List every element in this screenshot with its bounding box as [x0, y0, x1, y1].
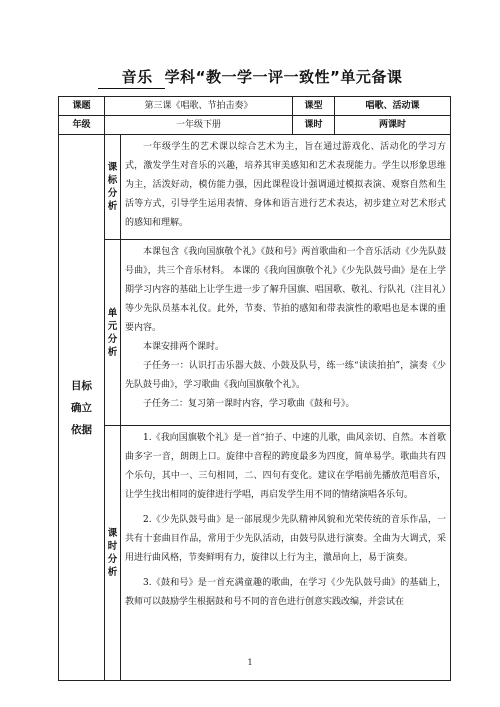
lesson-para: 3.《鼓和号》是一首充满童趣的歌曲，在学习《少先队鼓号曲》的基础上，教师可以鼓励学生根据鼓和号不同的音色进行创意实践改编，并尝试在	[125, 578, 447, 607]
unit-content	[121, 240, 451, 426]
target-basis-label	[59, 135, 105, 681]
lesson-content	[121, 426, 451, 681]
standard-para: 一年级学生的艺术课以综合艺术为主，旨在通过游戏化、活动化的学习方式，激发学生对音乐的兴趣，培养其审美感知和艺术表现能力。学生以形象思维为主，活泼好动，模仿能力强，因此课程设计强调通过模拟表演、观察自然和生活等方式，引导学生运用表情、身体和语言进行艺术表达，初步建立对艺术形式的感知和理解。	[125, 142, 447, 228]
page-number: 1	[247, 658, 253, 667]
standard-label-cell	[105, 135, 121, 240]
title-rest: 学科“教一学一评一致性”单元备课	[164, 68, 403, 86]
topic-row	[59, 97, 451, 116]
unit-para: 子任务一：认识打击乐器大鼓、小鼓及队号，练一练“读读拍拍”，演奏《少先队鼓号曲》，学习歌曲《我向国旗敬个礼》。	[125, 361, 447, 390]
lesson-row	[59, 426, 451, 681]
type-label: 课型	[293, 97, 335, 116]
standard-row	[59, 135, 451, 240]
unit-para: 本课包含《我向国旗敬个礼》《鼓和号》两首歌曲和一个音乐活动《少先队鼓号曲》，共三个音乐材料。 本课的《我向国旗敬个礼》《少先队鼓号曲》是在上学期学习内容的基础上让学生进一步了解升国旗、唱国歌、敬礼、行队礼（注目礼）等少先队员基本礼仪。此外，节奏、节拍的感知和带表演性的歌唱也是本课的重要内容。	[125, 247, 447, 333]
unit-label-cell	[105, 240, 121, 426]
topic-value: 第三课《唱歌、节拍击奏》	[105, 97, 293, 116]
type-value: 唱歌、活动课	[335, 97, 451, 116]
lesson-label: 课时分析	[107, 528, 118, 578]
standard-label: 课标分析	[107, 162, 118, 212]
unit-para: 子任务二：复习第一课时内容，学习歌曲《鼓和号》。	[143, 399, 355, 409]
subject-name: 音乐	[98, 66, 165, 89]
unit-para: 本课安排两个课时。	[143, 342, 225, 352]
lesson-label-cell	[105, 426, 121, 681]
document-title	[0, 66, 500, 89]
grade-row	[59, 116, 451, 135]
topic-label: 课题	[59, 97, 105, 116]
lesson-para: 1.《我向国旗敬个礼》是一首“拍子、中速的儿歌，曲风亲切、自然。本首歌曲多字一音，朗朗上口。旋律中音程的跨度最多为四度，简单易学。歌曲共有四个乐句，其中一、三句相同，二、四句有变化。建议在学唱前先播放范唱音乐，让学生找出相同的旋律进行学唱，再启发学生用不同的情绪演唱各乐句。	[125, 433, 447, 500]
standard-content	[121, 135, 451, 240]
lesson-plan-table	[58, 96, 451, 681]
grade-value: 一年级下册	[105, 116, 293, 135]
hours-label: 课时	[293, 116, 335, 135]
unit-label: 单元分析	[107, 307, 118, 358]
grade-label: 年级	[59, 116, 105, 135]
hours-value: 两课时	[335, 116, 451, 135]
target-basis-text: 目标确立依据	[71, 379, 92, 436]
lesson-para: 2.《少先队鼓号曲》是一部展现少先队精神风貌和光荣传统的音乐作品，一共有十套曲目作品，常用于少先队活动，由鼓号队进行演奏。全曲为大调式，采用进行曲风格，节奏鲜明有力，旋律以上行为主，激昂向上，易于演奏。	[125, 515, 447, 563]
unit-row	[59, 240, 451, 426]
